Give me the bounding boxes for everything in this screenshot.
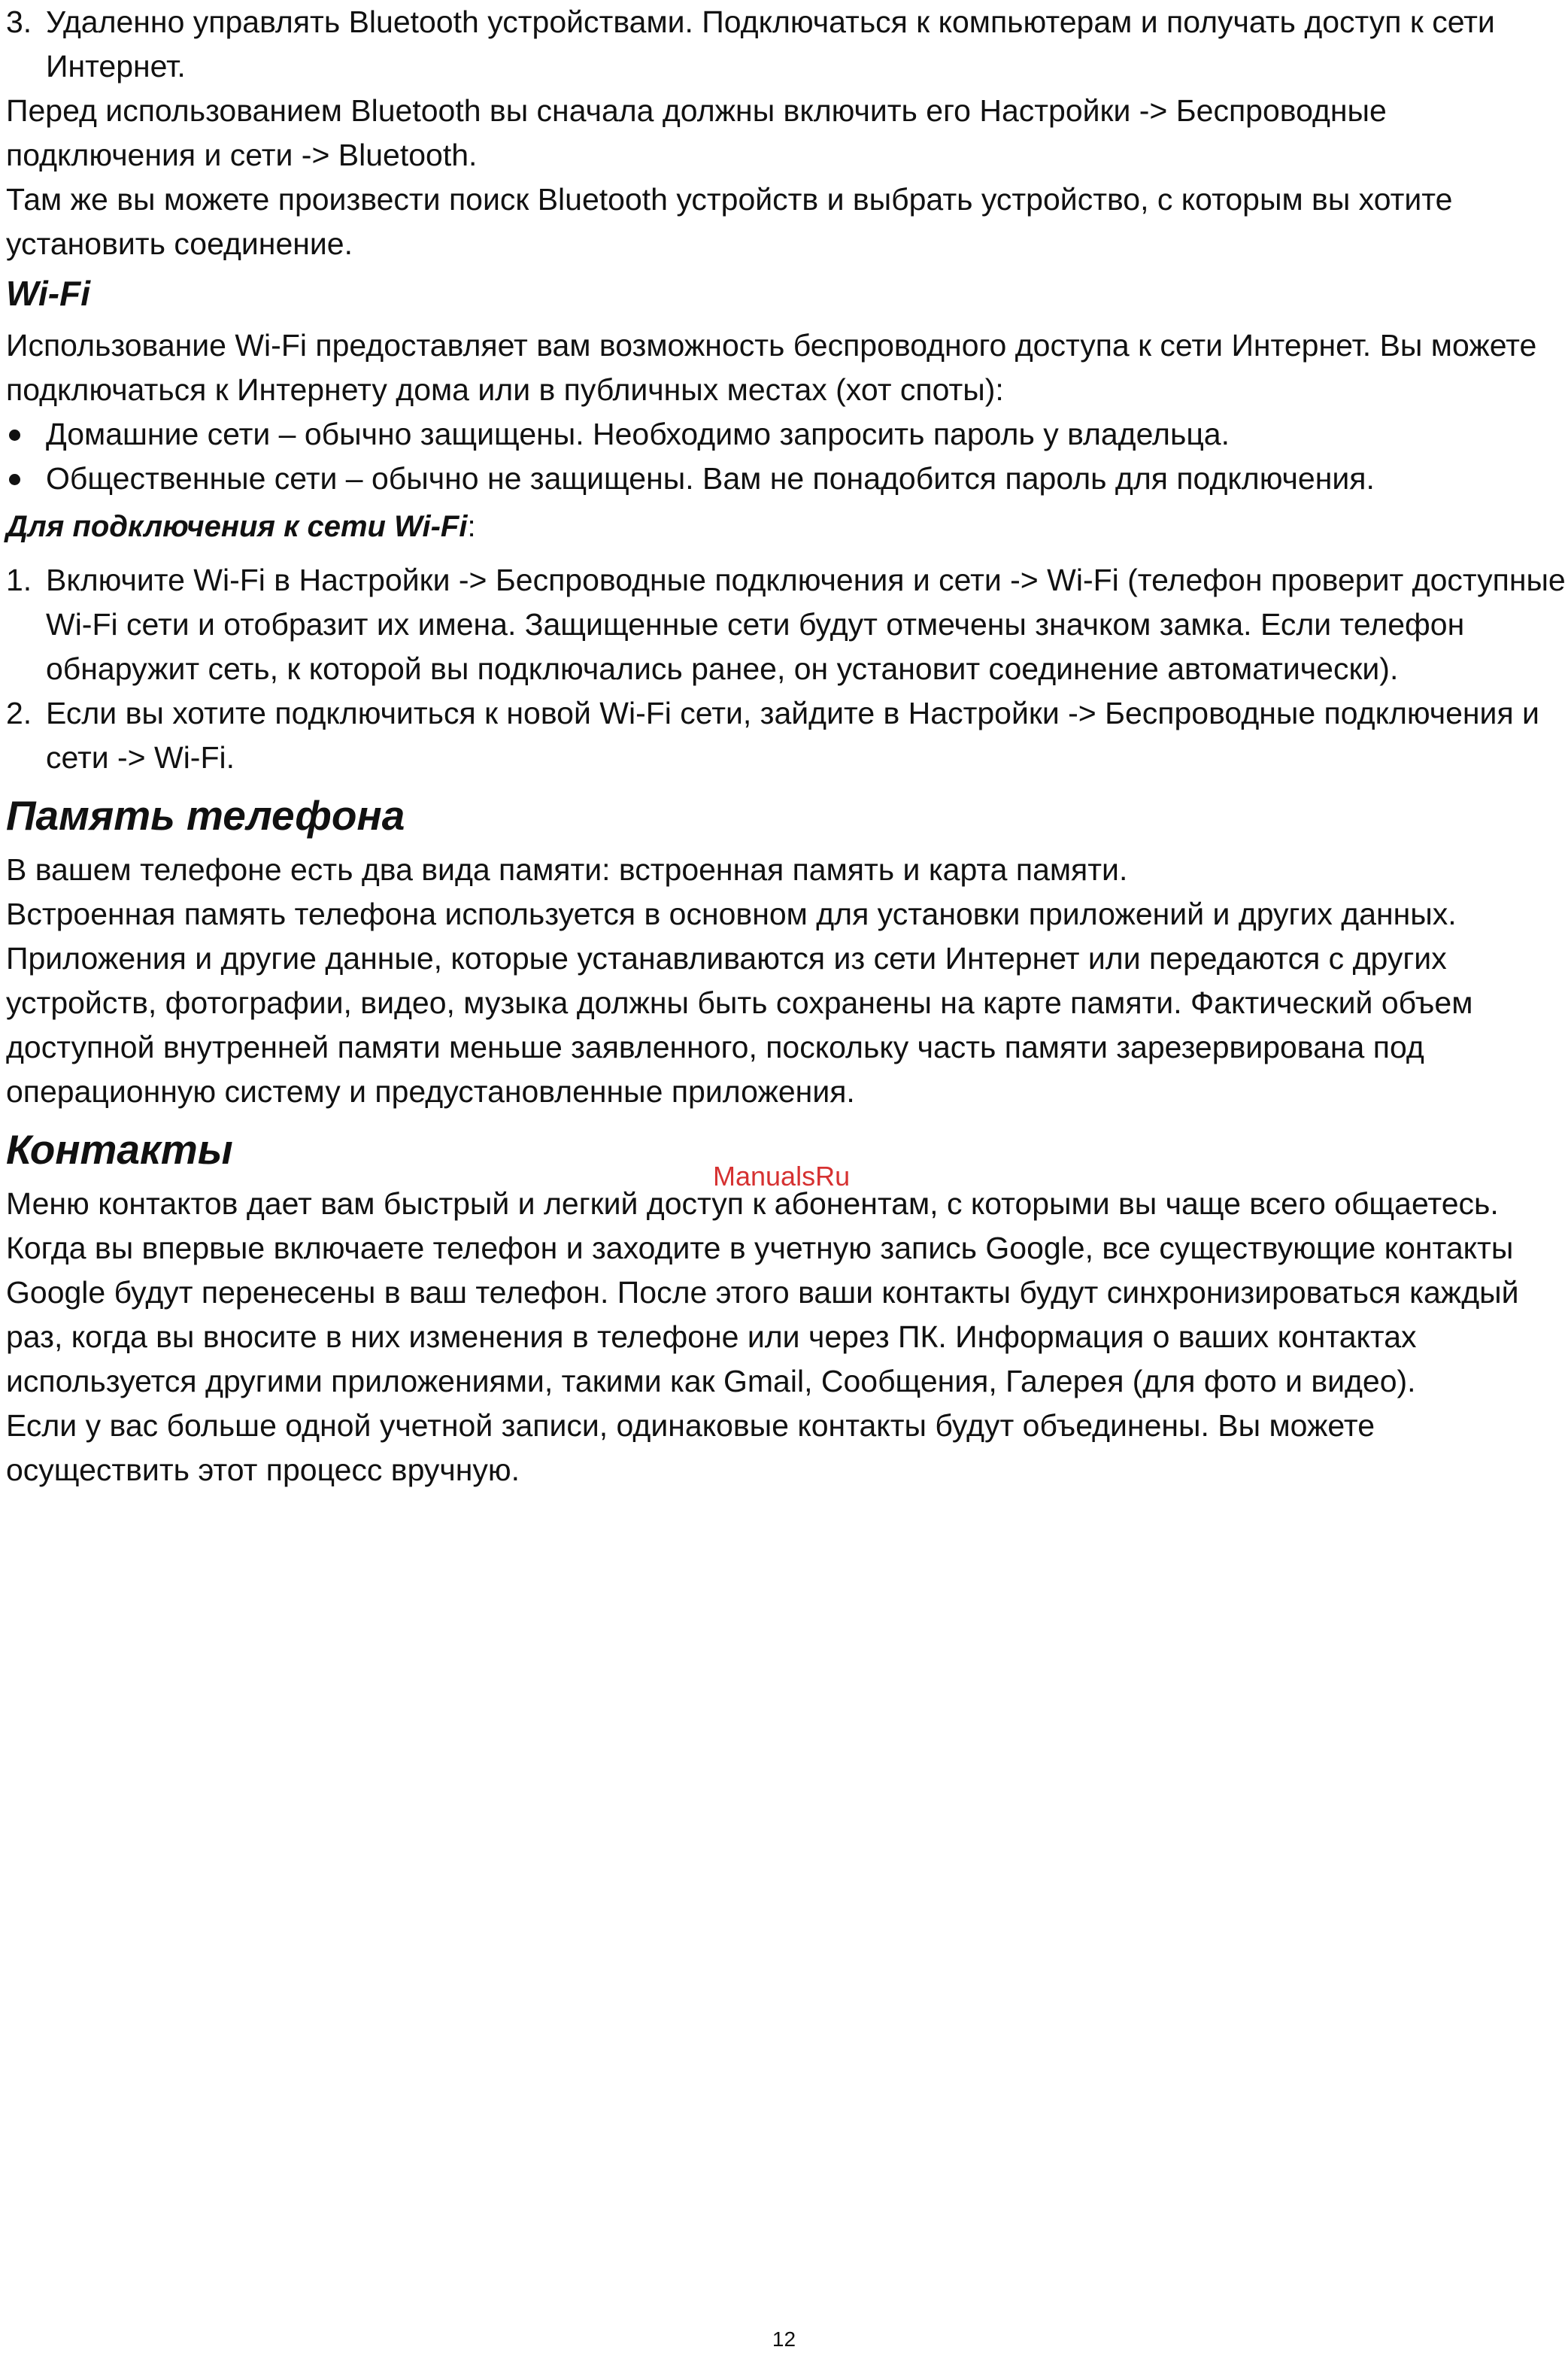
contacts-paragraph-2: Если у вас больше одной учетной записи, одинаковые контакты будут объединены. Вы можете осуществить этот процесс вручную. (6, 1408, 1375, 1487)
step-item-1 (6, 558, 1566, 691)
bullet-icon (6, 412, 46, 457)
bullet-item (6, 412, 1566, 457)
contacts-heading: Контакты (6, 1126, 233, 1173)
step-text: Если вы хотите подключиться к новой Wi-Fi сети, зайдите в Настройки -> Беспроводные подключения и сети -> Wi-Fi. (46, 696, 1539, 775)
memory-heading: Память телефона (6, 792, 405, 839)
list-item-3 (6, 0, 1566, 89)
step-item-2 (6, 691, 1566, 780)
bluetooth-enable-paragraph: Перед использованием Bluetooth вы сначала должны включить его Настройки -> Беспроводные подключения и сети -> Bluetooth. (6, 93, 1387, 172)
wifi-connect-label-colon: : (467, 510, 476, 543)
document-page (6, 0, 1566, 1492)
list-marker: 3. (6, 5, 32, 39)
step-marker: 1. (6, 563, 32, 597)
step-marker: 2. (6, 696, 32, 730)
wifi-connect-label (6, 506, 1566, 548)
watermark: ManualsRu (713, 1161, 851, 1192)
bullet-text: Общественные сети – обычно не защищены. Вам не понадобится пароль для подключения. (46, 461, 1375, 496)
memory-paragraph-1: В вашем телефоне есть два вида памяти: встроенная память и карта памяти. (6, 852, 1128, 887)
bullet-item (6, 457, 1566, 501)
page-number: 12 (772, 2327, 796, 2351)
wifi-paragraph: Использование Wi-Fi предоставляет вам возможность беспроводного доступа к сети Интернет. Вы можете подключаться к Интернету дома или в публичных местах (хот споты): (6, 328, 1537, 407)
wifi-connect-label-text: Для подключения к сети Wi-Fi (6, 510, 468, 543)
contacts-paragraph-1: Меню контактов дает вам быстрый и легкий доступ к абонентам, с которыми вы чаще всего общаетесь. Когда вы впервые включаете телефон и заходите в учетную запись Google, все существующие контакты Google будут перенесены в ваш телефон. После этого ваши контакты будут синхронизироваться каждый раз, когда вы вносите в них изменения в телефоне или через ПК. Информация о ваших контактах используется другими приложениями, такими как Gmail, Сообщения, Галерея (для фото и видео). (6, 1186, 1519, 1398)
wifi-heading: Wi-Fi (6, 274, 90, 313)
list-item-text: Удаленно управлять Bluetooth устройствами. Подключаться к компьютерам и получать доступ к сети Интернет. (46, 5, 1495, 83)
bullet-icon (6, 457, 46, 501)
memory-paragraph-2: Встроенная память телефона используется в основном для установки приложений и других данных. Приложения и другие данные, которые устанавливаются из сети Интернет или передаются с других устройств, фотографии, видео, музыка должны быть сохранены на карте памяти. Фактический объем доступной внутренней памяти меньше заявленного, поскольку часть памяти зарезервирована под операционную систему и предустановленные приложения. (6, 897, 1473, 1109)
bluetooth-search-paragraph: Там же вы можете произвести поиск Bluetooth устройств и выбрать устройство, с которым вы хотите установить соединение. (6, 182, 1453, 261)
bullet-text: Домашние сети – обычно защищены. Необходимо запросить пароль у владельца. (46, 417, 1230, 451)
step-text: Включите Wi-Fi в Настройки -> Беспроводные подключения и сети -> Wi-Fi (телефон проверит доступные Wi-Fi сети и отобразит их имена. Защищенные сети будут отмечены значком замка. Если телефон обнаружит сеть, к которой вы подключались ранее, он установит соединение автоматически). (46, 563, 1566, 686)
